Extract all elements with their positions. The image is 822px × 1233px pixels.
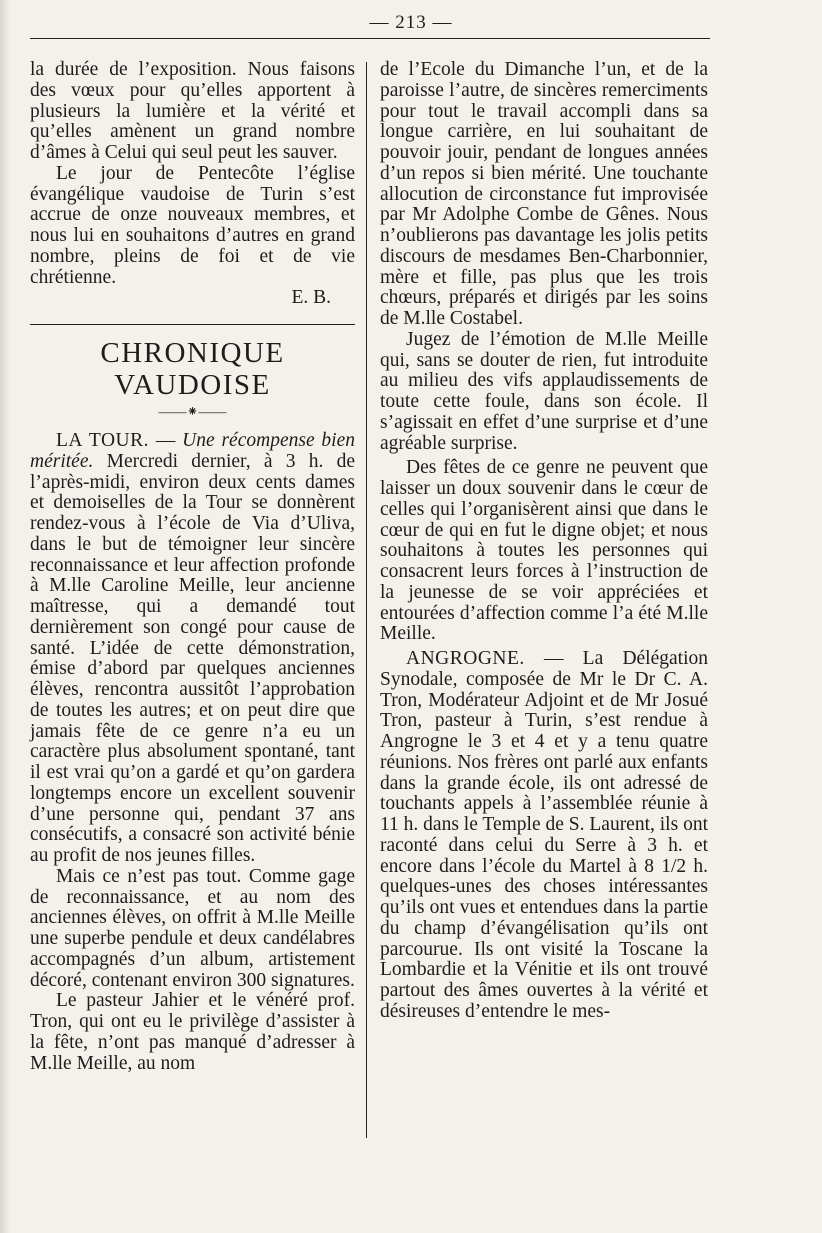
angrogne-place: ANGROGNE. <box>406 648 525 669</box>
intro-paragraph-2: Le jour de Pentecôte l’église évangélique vaudoise de Turin s’est accrue de onze nouveaux membres, et nous lui en souhaitons d’autres en grand nombre, pleins de foi et de vie chrétienne. <box>30 162 355 288</box>
page-number: — 213 — <box>369 12 453 33</box>
page-edge-shadow <box>0 0 10 1233</box>
la-tour-article <box>30 431 355 867</box>
intro-paragraph-1: la durée de l’exposition. Nous faisons des vœux pour qu’elles apportent à plusieurs la lumière et la vérité et qu’elles amènent un grand nombre d’âmes à Celui qui seul peut les sauver. <box>30 59 355 163</box>
left-column <box>30 60 355 1074</box>
la-tour-text: Mercredi dernier, à 3 h. de l’après-midi, environ deux cents dames et demoiselles de la Tour se donnèrent rendez-vous à l’école de Via d’Uliva, dans le but de témoigner leur sincère reconnaissance et leur affection profonde à M.lle Caroline Meille, leur ancienne maîtresse, qui a demandé tout dernièrement son congé pour cause de santé. L’idée de cette démonstration, émise d’abord par quelques anciennes élèves, rencontra aussitôt l’approbation de toutes les autres; et on peut dire que jamais fête de ce genre n’a eu un caractère plus absolument spontané, tant il est vrai qu’on a gardé et qu’on gardera longtemps encore un excellent souvenir d’une personne qui, pendant 37 ans consécutifs, a consacré son activité bénie au profit de nos jeunes filles. <box>30 450 355 866</box>
angrogne-article <box>380 649 708 1023</box>
section-title: CHRONIQUE VAUDOISE <box>100 337 285 401</box>
section-rule <box>30 324 355 325</box>
author-signature: E. B. <box>291 287 331 309</box>
right-column <box>380 60 708 1023</box>
paragraph-mais: Mais ce n’est pas tout. Comme gage de reconnaissance, et au nom des anciennes élèves, on offrit à M.lle Meille une superbe pendule et deux candélabres accompagnés d’un album, artistement décoré, contenant environ 300 signatures. <box>30 865 355 991</box>
section-ornament: ——⁕—— <box>158 405 227 420</box>
paragraph-fetes: Des fêtes de ce genre ne peuvent que laisser un doux souvenir dans le cœur de celles qui l’organisèrent ainsi que dans le cœur de qui en fut le digne objet; et nous souhaitons à toutes les personnes qui consacrent leurs forces à l’instruction de la jeunesse de se voir appréciées et entourées d’affection comme l’a été M.lle Meille. <box>380 457 708 645</box>
la-tour-dash: — <box>149 430 183 451</box>
angrogne-text: — La Délégation Synodale, composée de Mr le Dr C. A. Tron, Modérateur Adjoint et de Mr Josué Tron, pasteur à Turin, s’est rendue à Angrogne le 3 et 4 et y a tenu quatre réunions. Nos frères ont parlé aux enfants dans la grande école, ils ont adressé de touchants appels à l’assemblée réunie à 11 h. dans le Temple de S. Laurent, ils ont raconté dans celui du Serre à 3 h. et encore dans l’école du Martel à 8 1/2 h. quelques-unes des choses intéressantes qu’ils ont vues et entendues dans la partie du champ d’évangélisation qu’ils ont parcourue. Ils ont visité la Toscane la Lombardie et la Vénitie et ils ont trouvé partout des âmes ouvertes à la vérité et désireuses d’entendre le mes- <box>380 648 708 1022</box>
column-divider <box>366 62 367 1138</box>
header-rule <box>30 38 710 39</box>
paragraph-pasteur: Le pasteur Jahier et le vénéré prof. Tron, qui ont eu le privilège d’assister à la fête, n’ont pas manqué d’adresser à M.lle Meille, au nom <box>30 990 355 1074</box>
la-tour-heading: Une récompense bien méritée. <box>30 430 355 472</box>
paragraph-jugez: Jugez de l’émotion de M.lle Meille qui, sans se douter de rien, fut introduite au milieu des vifs applaudissements de toute cette foule, dans son école. Il s’agissait en effet d’une surprise et d’une agréable surprise. <box>380 328 708 454</box>
la-tour-place: LA TOUR. <box>56 430 149 451</box>
paragraph-continuation: de l’Ecole du Dimanche l’un, et de la paroisse l’autre, de sincères remerciments pour tout le travail accompli dans sa longue carrière, en lui souhaitant de pouvoir jouir, pendant de longues années d’un repos si bien mérité. Une touchante allocution de circonstance fut improvisée par Mr Adolphe Combe de Gênes. Nous n’oublierons pas davantage les jolis petits discours de mesdames Ben-Charbonnier, mère et fille, pas plus que les trois chœurs, préparés et dirigés par les soins de M.lle Costabel. <box>380 59 708 329</box>
